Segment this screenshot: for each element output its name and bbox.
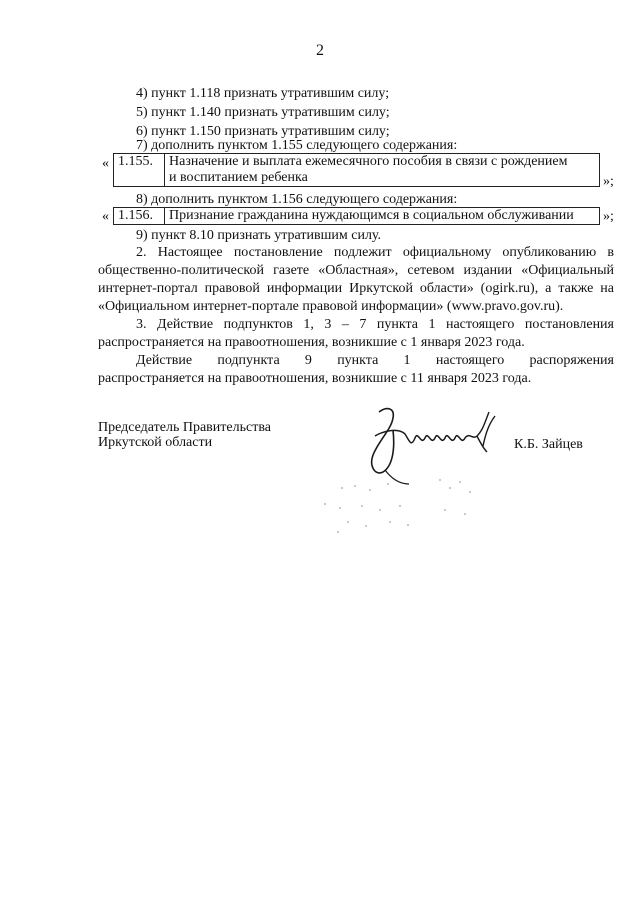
signatory-title-line: Председатель Правительства (98, 420, 271, 435)
insert-number: 1.156. (114, 208, 165, 225)
faint-stamp-marks (300, 470, 500, 540)
open-quote: « (102, 209, 109, 224)
insert-table-1155 (113, 153, 600, 187)
list-item: 4) пункт 1.118 признать утратившим силу; (136, 86, 390, 101)
signatory-title (98, 420, 271, 450)
paragraph-line: Действие подпункта 9 пункта 1 настоящего распоряжения (136, 353, 614, 368)
signatory-title-line: Иркутской области (98, 435, 213, 450)
list-item: 9) пункт 8.10 признать утратившим силу. (136, 228, 382, 243)
page-number: 2 (316, 42, 324, 59)
list-item: 8) дополнить пунктом 1.156 следующего содержания: (136, 192, 458, 207)
close-quote: »; (603, 209, 614, 224)
close-quote: »; (603, 174, 614, 189)
paragraph-line: 2. Настоящее постановление подлежит официальному опубликованию в (136, 245, 614, 260)
list-item: 7) дополнить пунктом 1.155 следующего содержания: (136, 138, 458, 153)
paragraph-line: интернет-портал правовой информации Иркутской области» (ogirk.ru), а также на (98, 281, 614, 296)
open-quote: « (102, 156, 109, 171)
paragraph-line: распространяется на правоотношения, возникшие с 11 января 2023 года. (98, 371, 532, 386)
insert-text: Признание гражданина нуждающимся в социальном обслуживании (165, 208, 600, 225)
insert-table-1156 (113, 207, 600, 225)
paragraph-line: «Официальном интернет-портале правовой информации» (www.pravo.gov.ru). (98, 299, 564, 314)
paragraph-line: распространяется на правоотношения, возникшие с 1 января 2023 года. (98, 335, 525, 350)
signatory-name: К.Б. Зайцев (514, 437, 583, 452)
paragraph-line: общественно-политической газете «Областная», сетевом издании «Официальный (98, 263, 614, 278)
insert-number: 1.155. (114, 154, 165, 187)
insert-text-line: и воспитанием ребенка (169, 170, 308, 185)
insert-text-line: Назначение и выплата ежемесячного пособия в связи с рождением (169, 154, 568, 169)
insert-text (165, 154, 600, 187)
list-item: 5) пункт 1.140 признать утратившим силу; (136, 105, 390, 120)
paragraph-line: 3. Действие подпунктов 1, 3 – 7 пункта 1 настоящего постановления (136, 317, 614, 332)
list-item: 6) пункт 1.150 признать утратившим силу; (136, 124, 390, 139)
